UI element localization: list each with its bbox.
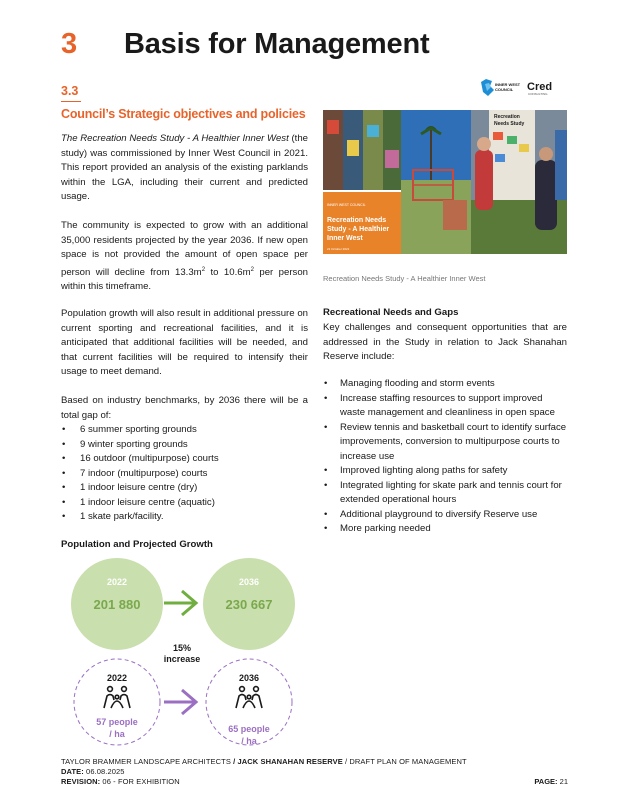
recreation-intro: Key challenges and consequent opportunities that are addressed in the Study in relation to Jack Shanahan Reserve include: <box>323 322 567 362</box>
footer-project: JACK SHANAHAN RESERVE <box>237 757 343 766</box>
cover-small-label: INNER WEST COUNCIL <box>327 203 366 207</box>
population-2022-year: 2022 <box>106 577 128 587</box>
list-item: • 1 indoor leisure centre (aquatic) <box>61 496 308 511</box>
population-infographic <box>61 556 311 752</box>
population-2036-year: 2036 <box>238 577 260 587</box>
list-item: • Review tennis and basketball court to identify surface improvements, conversion to multipurpose courts to increase use <box>323 421 567 465</box>
list-item: • More parking needed <box>323 522 567 537</box>
section-number: 3 <box>61 28 78 60</box>
image-caption: Recreation Needs Study - A Healthier Inner West <box>323 274 486 283</box>
footer-revision-value: 06 - FOR EXHIBITION <box>100 777 180 786</box>
footer-doc: DRAFT PLAN OF MANAGEMENT <box>349 757 467 766</box>
list-item: • Increase staffing resources to support improved waste management and cleanliness in open space <box>323 392 567 421</box>
footer-date-line <box>61 767 125 776</box>
benchmark-intro: Based on industry benchmarks, by 2036 there will be a total gap of: <box>61 395 308 421</box>
footer-revision-label: REVISION: <box>61 777 101 786</box>
footer-firm: TAYLOR BRAMMER LANDSCAPE ARCHITECTS <box>61 757 231 766</box>
list-item: • 6 summer sporting grounds <box>61 423 308 438</box>
list-item: • Integrated lighting for skate park and tennis court for extended operational hours <box>323 479 567 508</box>
page-value: 21 <box>557 777 568 786</box>
growth-sup-1: 2 <box>201 266 206 273</box>
list-item: • 16 outdoor (multipurpose) courts <box>61 452 308 467</box>
list-item: • Improved lighting along paths for safety <box>323 464 567 479</box>
density-2022-year: 2022 <box>106 673 128 683</box>
cred-logo: Cred <box>527 81 553 93</box>
recreation-needs-heading: Recreational Needs and Gaps <box>323 307 459 318</box>
subsection-number: 3.3 <box>61 84 79 98</box>
inner-west-council-logo <box>481 79 521 96</box>
facility-gap-list <box>61 423 308 525</box>
growth-text-a: The community is expected to grow with an additional 35,000 residents projected by the year 2036. If new open space is not provided the amount of open space per person will decline from 13.3m <box>61 220 308 278</box>
population-2036-value: 230 667 <box>225 597 273 612</box>
cover-date: 21 October 2021 <box>327 247 350 251</box>
subsection-rule <box>61 101 81 102</box>
density-2036-unit: / ha <box>241 736 257 746</box>
density-2022-unit: / ha <box>109 729 125 739</box>
council-logos <box>480 78 562 100</box>
people-icon <box>236 687 262 708</box>
subsection-title: Council’s Strategic objectives and policies <box>61 107 306 121</box>
sign-line2: Needs Study <box>494 121 525 127</box>
footer-revision-line <box>61 777 180 786</box>
density-2036-value: 65 people <box>228 724 270 734</box>
cred-logo-sub: CONSULTING <box>528 92 548 96</box>
density-2022-value: 57 people <box>96 717 138 727</box>
footer-date-value: 06.08.2025 <box>83 767 125 776</box>
purple-arrow-icon <box>164 690 196 714</box>
increase-percent: 15% <box>172 643 192 653</box>
intro-text: (the study) was commissioned by Inner West Council in 2021. This report provided an analysis of the existing parklands within the LGA, including their current and predicted usage. <box>61 133 308 202</box>
population-heading: Population and Projected Growth <box>61 539 213 550</box>
intro-paragraph <box>61 132 308 205</box>
population-2022-value: 201 880 <box>93 597 141 612</box>
report-cover-image <box>323 110 567 254</box>
cover-title-line1: Recreation Needs <box>327 217 387 224</box>
cover-title-line2: Study - A Healthier <box>327 226 390 233</box>
pressure-paragraph: Population growth will also result in additional pressure on current sporting and recreational facilities, and it is anticipated that additional facilities will be needed, and that current facilities will be required to intensify their usage to meet demand. <box>61 308 308 377</box>
list-item: • 1 indoor leisure centre (dry) <box>61 481 308 496</box>
growth-text-b: to 10.6m <box>205 266 251 278</box>
list-item: • 9 winter sporting grounds <box>61 438 308 453</box>
people-icon <box>104 687 130 708</box>
density-2036-year: 2036 <box>238 673 260 683</box>
growth-paragraph <box>61 219 308 295</box>
list-item: • Additional playground to diversify Reserve use <box>323 508 567 523</box>
green-arrow-icon <box>164 591 196 615</box>
growth-sup-2: 2 <box>250 266 254 273</box>
page-number <box>534 777 568 786</box>
growth-text-c: per person within this timeframe. <box>61 266 309 293</box>
list-item: • 7 indoor (multipurpose) courts <box>61 467 308 482</box>
increase-label: increase <box>163 654 201 664</box>
list-item: • Managing flooding and storm events <box>323 377 567 392</box>
footer-sep: / <box>230 757 238 766</box>
recreation-needs-list <box>323 377 567 537</box>
study-title: The Recreation Needs Study - A Healthier Inner West <box>61 133 289 144</box>
cover-title-line3: Inner West <box>327 235 363 242</box>
footer-project-line <box>61 757 467 766</box>
inner-west-logo-line1: INNER WEST <box>495 82 521 87</box>
footer-date-label: DATE: <box>61 767 84 776</box>
inner-west-logo-line2: COUNCIL <box>495 87 514 92</box>
page-title: Basis for Management <box>124 28 430 60</box>
sign-line1: Recreation <box>494 114 520 120</box>
footer-sep: / <box>342 757 350 766</box>
list-item: • 1 skate park/facility. <box>61 510 308 525</box>
page-label: PAGE: <box>534 777 558 786</box>
